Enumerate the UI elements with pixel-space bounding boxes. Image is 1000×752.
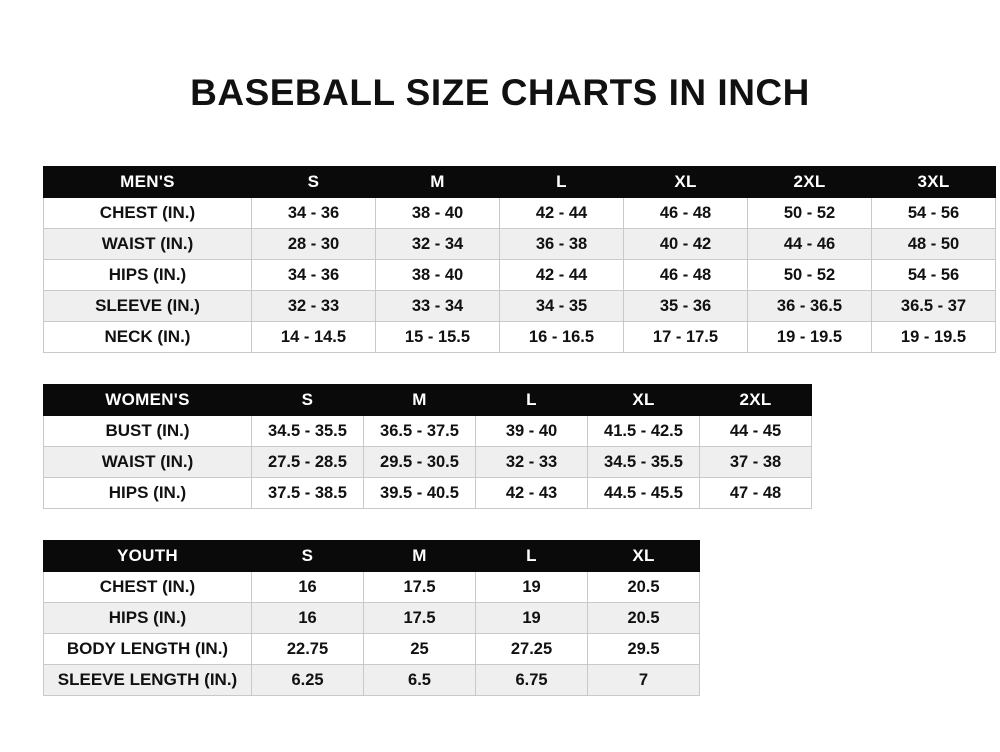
- cell-value: 34 - 36: [252, 260, 376, 291]
- cell-value: 42 - 44: [500, 260, 624, 291]
- cell-value: 50 - 52: [748, 260, 872, 291]
- cell-value: 42 - 43: [476, 478, 588, 509]
- cell-value: 14 - 14.5: [252, 322, 376, 353]
- cell-value: 37.5 - 38.5: [252, 478, 364, 509]
- mens-size-table: [43, 166, 996, 353]
- column-header-2xl: 2XL: [700, 385, 812, 416]
- cell-value: 20.5: [588, 603, 700, 634]
- row-label: WAIST (IN.): [44, 447, 252, 478]
- cell-value: 38 - 40: [376, 198, 500, 229]
- cell-value: 44 - 45: [700, 416, 812, 447]
- column-header-l: L: [476, 541, 588, 572]
- row-label: HIPS (IN.): [44, 260, 252, 291]
- column-header-l: L: [476, 385, 588, 416]
- column-header-category: MEN'S: [44, 167, 252, 198]
- column-header-2xl: 2XL: [748, 167, 872, 198]
- womens-size-table: [43, 384, 812, 509]
- cell-value: 6.75: [476, 665, 588, 696]
- cell-value: 29.5 - 30.5: [364, 447, 476, 478]
- womens-table-header: [44, 385, 812, 416]
- table-row: [44, 478, 812, 509]
- cell-value: 32 - 34: [376, 229, 500, 260]
- row-label: SLEEVE LENGTH (IN.): [44, 665, 252, 696]
- cell-value: 48 - 50: [872, 229, 996, 260]
- womens-table-body: [44, 416, 812, 509]
- row-label: CHEST (IN.): [44, 198, 252, 229]
- cell-value: 6.5: [364, 665, 476, 696]
- column-header-s: S: [252, 385, 364, 416]
- cell-value: 19 - 19.5: [872, 322, 996, 353]
- page-title: BASEBALL SIZE CHARTS IN INCH: [190, 72, 810, 113]
- cell-value: 6.25: [252, 665, 364, 696]
- cell-value: 22.75: [252, 634, 364, 665]
- cell-value: 34.5 - 35.5: [588, 447, 700, 478]
- column-header-xl: XL: [624, 167, 748, 198]
- cell-value: 35 - 36: [624, 291, 748, 322]
- column-header-s: S: [252, 541, 364, 572]
- cell-value: 40 - 42: [624, 229, 748, 260]
- cell-value: 28 - 30: [252, 229, 376, 260]
- cell-value: 25: [364, 634, 476, 665]
- table-row: [44, 229, 996, 260]
- cell-value: 44 - 46: [748, 229, 872, 260]
- row-label: HIPS (IN.): [44, 603, 252, 634]
- row-label: BUST (IN.): [44, 416, 252, 447]
- column-header-m: M: [364, 385, 476, 416]
- cell-value: 29.5: [588, 634, 700, 665]
- row-label: BODY LENGTH (IN.): [44, 634, 252, 665]
- row-label: SLEEVE (IN.): [44, 291, 252, 322]
- table-row: [44, 447, 812, 478]
- column-header-category: WOMEN'S: [44, 385, 252, 416]
- cell-value: 19: [476, 572, 588, 603]
- cell-value: 16: [252, 572, 364, 603]
- youth-size-table: [43, 540, 700, 696]
- table-row: [44, 416, 812, 447]
- cell-value: 39 - 40: [476, 416, 588, 447]
- cell-value: 16: [252, 603, 364, 634]
- cell-value: 33 - 34: [376, 291, 500, 322]
- cell-value: 50 - 52: [748, 198, 872, 229]
- cell-value: 36 - 36.5: [748, 291, 872, 322]
- cell-value: 42 - 44: [500, 198, 624, 229]
- cell-value: 36.5 - 37.5: [364, 416, 476, 447]
- table-header-row: [44, 167, 996, 198]
- cell-value: 34 - 36: [252, 198, 376, 229]
- cell-value: 54 - 56: [872, 198, 996, 229]
- row-label: HIPS (IN.): [44, 478, 252, 509]
- cell-value: 27.25: [476, 634, 588, 665]
- row-label: CHEST (IN.): [44, 572, 252, 603]
- cell-value: 34 - 35: [500, 291, 624, 322]
- cell-value: 44.5 - 45.5: [588, 478, 700, 509]
- cell-value: 27.5 - 28.5: [252, 447, 364, 478]
- table-row: [44, 665, 700, 696]
- table-header-row: [44, 385, 812, 416]
- column-header-l: L: [500, 167, 624, 198]
- size-tables-container: [0, 166, 1000, 696]
- youth-table-body: [44, 572, 700, 696]
- column-header-category: YOUTH: [44, 541, 252, 572]
- cell-value: 20.5: [588, 572, 700, 603]
- cell-value: 32 - 33: [252, 291, 376, 322]
- cell-value: 54 - 56: [872, 260, 996, 291]
- cell-value: 38 - 40: [376, 260, 500, 291]
- cell-value: 19 - 19.5: [748, 322, 872, 353]
- column-header-xl: XL: [588, 541, 700, 572]
- cell-value: 19: [476, 603, 588, 634]
- cell-value: 15 - 15.5: [376, 322, 500, 353]
- table-row: [44, 322, 996, 353]
- table-row: [44, 291, 996, 322]
- table-row: [44, 572, 700, 603]
- cell-value: 32 - 33: [476, 447, 588, 478]
- table-row: [44, 603, 700, 634]
- column-header-3xl: 3XL: [872, 167, 996, 198]
- cell-value: 17 - 17.5: [624, 322, 748, 353]
- table-row: [44, 198, 996, 229]
- cell-value: 47 - 48: [700, 478, 812, 509]
- table-row: [44, 260, 996, 291]
- cell-value: 17.5: [364, 603, 476, 634]
- cell-value: 36 - 38: [500, 229, 624, 260]
- mens-table-body: [44, 198, 996, 353]
- youth-table-header: [44, 541, 700, 572]
- cell-value: 46 - 48: [624, 198, 748, 229]
- column-header-s: S: [252, 167, 376, 198]
- cell-value: 34.5 - 35.5: [252, 416, 364, 447]
- column-header-m: M: [376, 167, 500, 198]
- cell-value: 7: [588, 665, 700, 696]
- cell-value: 16 - 16.5: [500, 322, 624, 353]
- cell-value: 46 - 48: [624, 260, 748, 291]
- table-row: [44, 634, 700, 665]
- cell-value: 37 - 38: [700, 447, 812, 478]
- mens-table-header: [44, 167, 996, 198]
- column-header-m: M: [364, 541, 476, 572]
- cell-value: 17.5: [364, 572, 476, 603]
- table-header-row: [44, 541, 700, 572]
- row-label: NECK (IN.): [44, 322, 252, 353]
- row-label: WAIST (IN.): [44, 229, 252, 260]
- cell-value: 39.5 - 40.5: [364, 478, 476, 509]
- column-header-xl: XL: [588, 385, 700, 416]
- cell-value: 41.5 - 42.5: [588, 416, 700, 447]
- cell-value: 36.5 - 37: [872, 291, 996, 322]
